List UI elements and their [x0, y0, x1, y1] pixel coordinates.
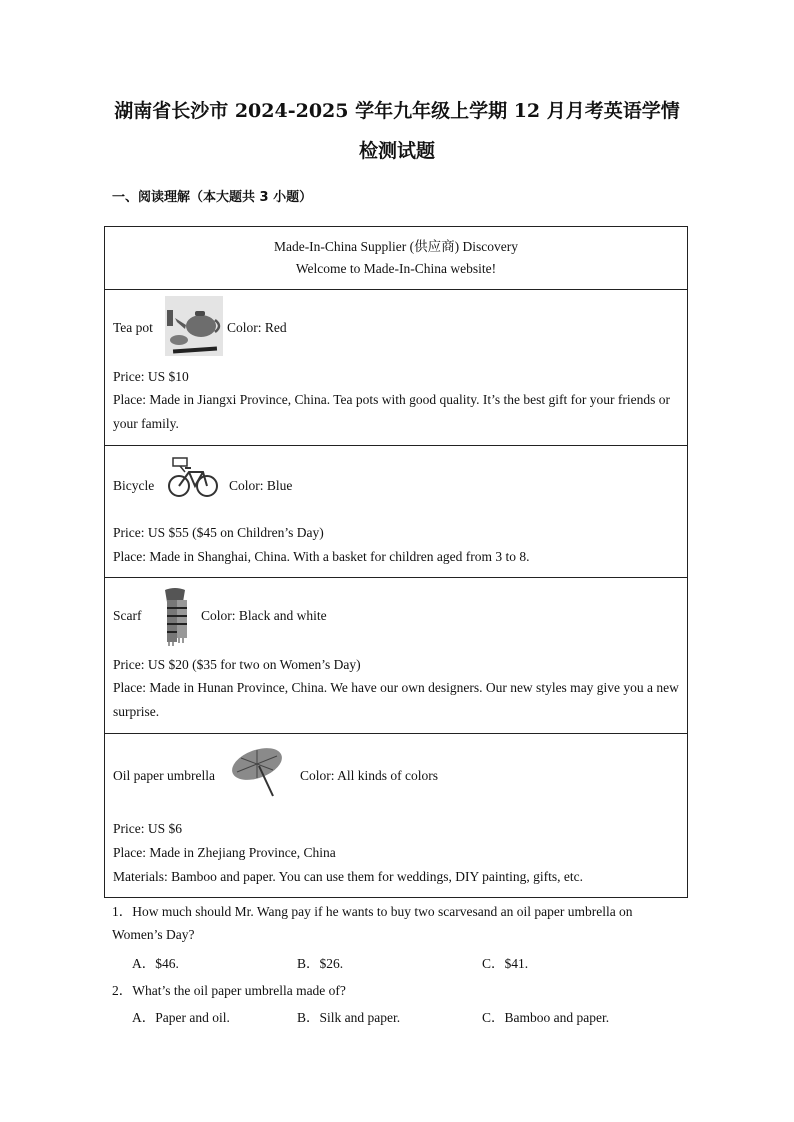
product-price: Price: US $10	[113, 369, 189, 384]
table-header-cell	[104, 226, 688, 290]
question-2-option-b: B．Silk and paper.	[297, 1010, 401, 1025]
product-name: Tea pot	[113, 320, 153, 335]
product-place: Place: Made in Hunan Province, China. We have our own designers. Our new styles may give you a new surprise.	[113, 680, 679, 719]
product-color: Color: Black and white	[201, 608, 327, 623]
product-price: Price: US $20 ($35 for two on Women’s Day)	[113, 657, 361, 672]
product-name: Oil paper umbrella	[113, 768, 215, 783]
supplier-heading: Made-In-China Supplier (供应商) Discovery	[273, 239, 519, 254]
umbrella-image	[231, 742, 287, 798]
product-price: Price: US $6	[113, 821, 182, 836]
question-1-text: 1．How much should Mr. Wang pay if he wants to buy two scarvesand an oil paper umbrella on	[112, 904, 633, 919]
question-2-option-a: A．Paper and oil.	[132, 1010, 230, 1025]
product-cell-teapot	[104, 289, 688, 446]
section-heading: 一、阅读理解（本大题共 3 小题）	[112, 190, 313, 205]
question-2-text: 2．What’s the oil paper umbrella made of?	[112, 983, 346, 998]
product-place: Place: Made in Zhejiang Province, China	[113, 845, 336, 860]
document-title-line2: 检测试题	[358, 140, 435, 162]
product-cell-umbrella	[104, 733, 688, 898]
product-name: Scarf	[113, 608, 142, 623]
product-name: Bicycle	[113, 478, 155, 493]
product-place: Place: Made in Shanghai, China. With a basket for children aged from 3 to 8.	[113, 549, 530, 564]
product-cell-bicycle	[104, 445, 688, 578]
product-price: Price: US $55 ($45 on Children’s Day)	[113, 525, 324, 540]
product-place: Place: Made in Jiangxi Province, China. Tea pots with good quality. It’s the best gift for your friends or your family.	[113, 392, 670, 431]
product-cell-scarf	[104, 577, 688, 734]
product-materials: Materials: Bamboo and paper. You can use them for weddings, DIY painting, gifts, etc.	[113, 869, 584, 884]
scarf-image	[157, 586, 193, 646]
document-title-line1: 湖南省长沙市 2024-2025 学年九年级上学期 12 月月考英语学情	[114, 100, 680, 122]
question-1-option-c: C．$41.	[482, 956, 529, 971]
question-1-option-a: A．$46.	[132, 956, 179, 971]
question-2-option-c: C．Bamboo and paper.	[482, 1010, 610, 1025]
question-1-option-b: B．$26.	[297, 956, 344, 971]
product-color: Color: All kinds of colors	[300, 768, 438, 783]
product-color: Color: Red	[227, 320, 287, 335]
teapot-image	[165, 296, 223, 356]
welcome-text: Welcome to Made-In-China website!	[295, 261, 497, 276]
bicycle-image	[167, 452, 219, 502]
question-1-text-cont: Women’s Day?	[112, 927, 195, 942]
product-color: Color: Blue	[229, 478, 293, 493]
